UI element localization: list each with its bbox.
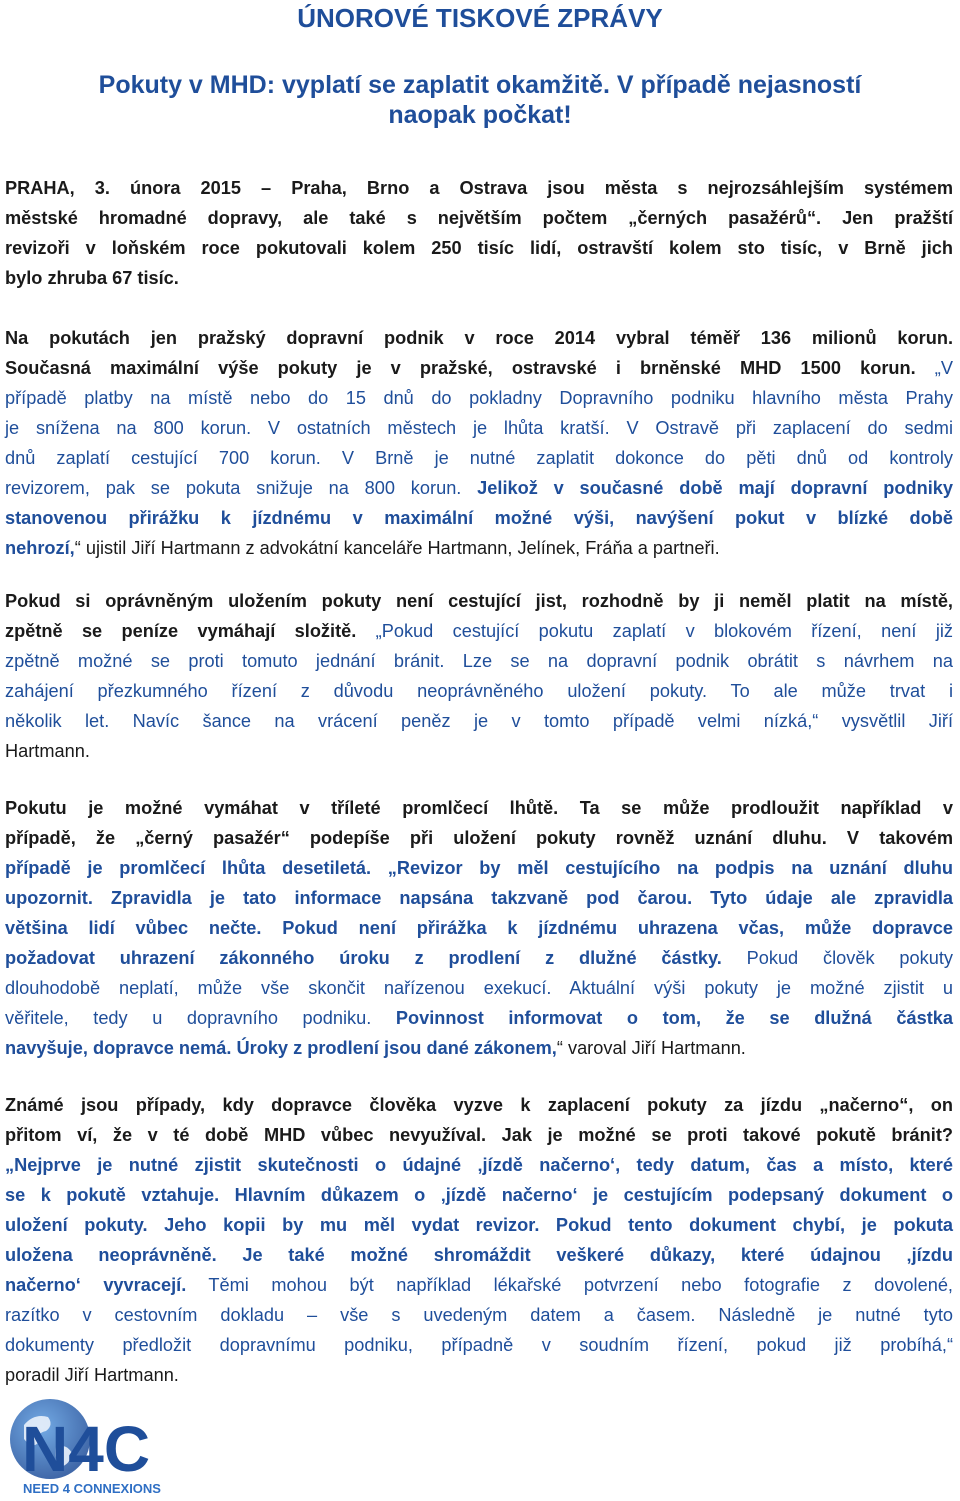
- text-line: Na pokutách jen pražský dopravní podnik v roce 2014 vybral téměř 136 milionů korun.: [5, 328, 953, 348]
- text-line: „Nejprve je nutné zjistit skutečnosti o údajné ‚jízdě načerno‘, tedy datum, čas a místo, které: [5, 1155, 953, 1175]
- text-line: upozornit. Zpravidla je tato informace napsána takzvaně pod čarou. Tyto údaje ale zpravidla: [5, 888, 953, 908]
- text-line: [5, 353, 953, 383]
- text-line: [5, 533, 953, 563]
- text-line: revizoři v loňském roce pokutovali kolem 250 tisíc lidí, ostravští kolem sto tisíc, v Brně jich: [5, 238, 953, 258]
- text-line: většina lidí vůbec nečte. Pokud není přirážka k jízdnému uhrazena včas, může dopravce: [5, 918, 953, 938]
- paragraph-fines: [5, 323, 953, 563]
- paragraph-payment-advice: [5, 586, 953, 766]
- paragraph-intro: [5, 173, 953, 293]
- text-line: se k pokutě vztahuje. Hlavním důkazem o ‚jízdě načerno‘ je cestujícím podepsaný dokument o: [5, 1185, 953, 1205]
- text-line: bylo zhruba 67 tisíc.: [5, 268, 179, 288]
- text-segment: Těmi mohou být například lékařské potvrzení nebo fotografie z dovolené,: [186, 1275, 953, 1295]
- text-line: Pokud si oprávněným uložením pokuty není cestující jist, rozhodně by ji neměl platit na místě,: [5, 591, 953, 611]
- text-line: je snížena na 800 korun. V ostatních městech je lhůta kratší. V Ostravě při zaplacení do sedmi: [5, 418, 953, 438]
- text-segment: revizorem, pak se pokuta snižuje na 800 korun.: [5, 478, 478, 498]
- text-line: případě, že „černý pasažér“ podepíše při uložení pokuty rovněž uznání dluhu. V takovém: [5, 828, 953, 848]
- logo-tagline: NEED 4 CONNEXIONS: [23, 1481, 161, 1496]
- text-line: několik let. Navíc šance na vrácení peněz je v tomto případě velmi nízká,“ vysvětlil Jiří: [5, 711, 953, 731]
- text-segment-bold: Současná maximální výše pokuty je v pražské, ostravské i brněnské MHD 1500 korun.: [5, 358, 916, 378]
- text-line: [5, 473, 953, 503]
- text-segment: “ ujistil Jiří Hartmann z advokátní kanceláře Hartmann, Jelínek, Fráňa a partneři.: [74, 538, 720, 558]
- text-line: zpětně možné se proti tomuto jednání bránit. Lze se na dopravní podnik obrátit s návrhem na: [5, 651, 953, 671]
- text-segment-bold: Povinnost informovat o tom, že se dlužná částka: [395, 1008, 954, 1028]
- text-line: městské hromadné dopravy, ale také s největším počtem „černých pasažérů“. Jen pražští: [5, 208, 953, 228]
- text-line: poradil Jiří Hartmann.: [5, 1365, 179, 1385]
- paragraph-defense: [5, 1090, 953, 1390]
- text-line: případě platby na místě nebo do 15 dnů do pokladny Dopravního podniku hlavního města Prahy: [5, 388, 953, 408]
- text-line: PRAHA, 3. února 2015 – Praha, Brno a Ostrava jsou města s nejrozsáhlejším systémem: [5, 178, 953, 198]
- text-line: [5, 1033, 953, 1063]
- text-line: dnů zaplatí cestující 700 korun. V Brně je nutné zaplatit dokonce do pěti dnů od kontroly: [5, 448, 953, 468]
- text-line: případě je promlčecí lhůta desetiletá. „Revizor by měl cestujícího na podpis na uznání dluhu: [5, 858, 953, 878]
- text-line: přitom ví, že v té době MHD vůbec nevyužíval. Jak je možné se proti takové pokutě bránit?: [5, 1125, 953, 1145]
- page-title: ÚNOROVÉ TISKOVÉ ZPRÁVY: [297, 3, 663, 33]
- n4c-logo: [4, 1395, 194, 1499]
- text-segment: Pokud člověk pokuty: [721, 948, 953, 968]
- text-segment-quote: „V: [915, 358, 953, 378]
- text-line: stanovenou přirážku k jízdnému v maximální možné výši, navýšení pokut v blízké době: [5, 508, 953, 528]
- logo-wordmark: N4C: [22, 1413, 151, 1485]
- text-segment: „Pokud cestující pokutu zaplatí v blokovém řízení, není již: [356, 621, 953, 641]
- headline-line-2: naopak počkat!: [388, 101, 572, 129]
- text-line: [5, 1270, 953, 1300]
- text-segment-bold: zpětně se peníze vymáhají složitě.: [5, 621, 357, 641]
- text-line: uložení pokuty. Jeho kopii by mu měl vydat revizor. Pokud tento dokument chybí, je pokuta: [5, 1215, 953, 1235]
- headline: [0, 70, 960, 130]
- text-line: [5, 1003, 953, 1033]
- headline-line-1: Pokuty v MHD: vyplatí se zaplatit okamžitě. V případě nejasností: [98, 71, 862, 99]
- text-line: Pokutu je možné vymáhat v tříleté promlčecí lhůtě. Ta se může prodloužit například v: [5, 798, 953, 818]
- text-segment-bold: navyšuje, dopravce nemá. Úroky z prodlení jsou dané zákonem,: [5, 1038, 557, 1058]
- text-segment-bold: načerno‘ vyvracejí.: [5, 1275, 187, 1295]
- text-line: uložena neoprávněně. Je také možné shromáždit veškeré důkazy, které údajnou ‚jízdu: [5, 1245, 953, 1265]
- text-segment: “ varoval Jiří Hartmann.: [556, 1038, 746, 1058]
- text-line: zahájení přezkumného řízení z důvodu neoprávněného uložení pokuty. To ale může trvat i: [5, 681, 953, 701]
- text-segment-bold: požadovat uhrazení zákonného úroku z prodlení z dlužné částky.: [5, 948, 722, 968]
- text-line: [5, 616, 953, 646]
- text-line: razítko v cestovním dokladu – vše s uvedeným datem a časem. Následně je nutné tyto: [5, 1305, 953, 1325]
- text-segment-bold: Jelikož v současné době mají dopravní podniky: [477, 478, 953, 498]
- text-line: Hartmann.: [5, 741, 90, 761]
- text-line: dokumenty předložit dopravnímu podniku, případně v soudním řízení, pokud již probíhá,“: [5, 1335, 953, 1355]
- paragraph-limitation: [5, 793, 953, 1063]
- text-segment: věřitele, tedy u dopravního podniku.: [5, 1008, 396, 1028]
- text-segment-bold: nehrozí,: [5, 538, 75, 558]
- text-line: Známé jsou případy, kdy dopravce člověka vyzve k zaplacení pokuty za jízdu „načerno“, on: [5, 1095, 953, 1115]
- text-line: dlouhodobě neplatí, může vše skončit nařízenou exekucí. Aktuální výši pokuty je možné zjistit u: [5, 978, 953, 998]
- text-line: [5, 943, 953, 973]
